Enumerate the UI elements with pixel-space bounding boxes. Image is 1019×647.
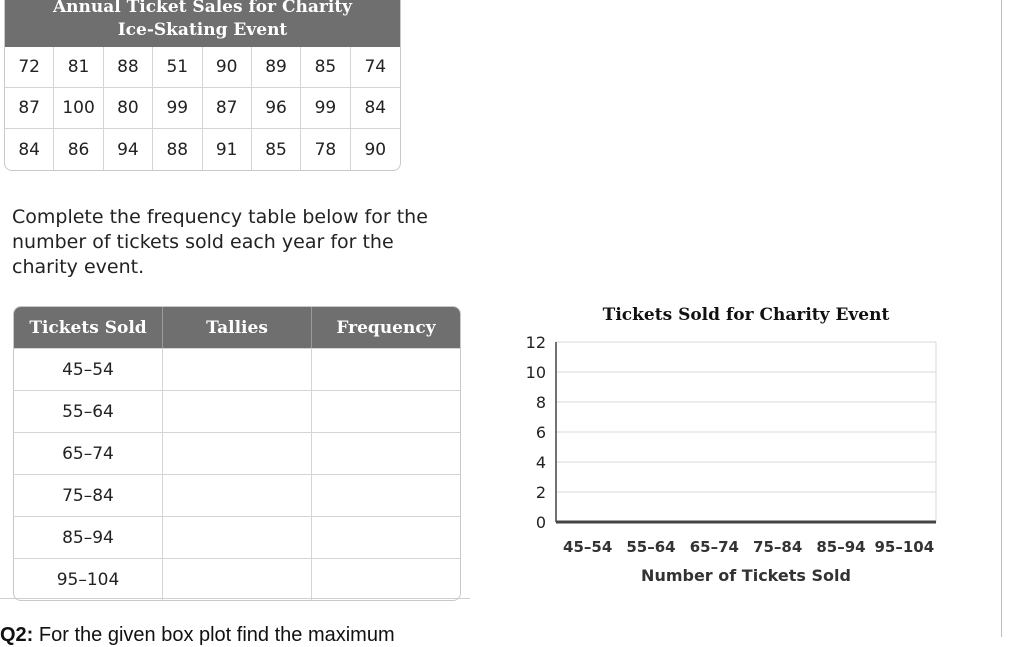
- range-cell: 65–74: [14, 433, 163, 474]
- data-cell: 51: [153, 47, 202, 88]
- frequency-table-header: [14, 307, 460, 348]
- y-tick-label: 8: [535, 393, 546, 412]
- chart-x-axis-label: Number of Tickets Sold: [641, 566, 851, 585]
- ticket-sales-grid: [5, 47, 400, 170]
- frequency-cell[interactable]: [312, 559, 460, 600]
- frequency-row: [14, 432, 460, 474]
- x-tick-label: 45–54: [563, 538, 613, 556]
- ticket-sales-table: [4, 0, 401, 171]
- instructions-text: Complete the frequency table below for the number of tickets sold each year for the charity event.: [12, 206, 428, 278]
- frequency-cell[interactable]: [312, 433, 460, 474]
- tallies-cell[interactable]: [163, 391, 312, 432]
- tallies-cell[interactable]: [163, 559, 312, 600]
- question-text: [0, 624, 395, 647]
- data-cell: 74: [351, 47, 400, 88]
- y-tick-label: 12: [525, 333, 546, 352]
- frequency-cell[interactable]: [312, 349, 460, 390]
- header-tickets-sold: Tickets Sold: [14, 307, 163, 348]
- y-tick-label: 6: [535, 423, 546, 442]
- data-cell: 85: [252, 129, 301, 170]
- range-cell: 45–54: [14, 349, 163, 390]
- x-tick-label: 85–94: [816, 538, 866, 556]
- data-cell: 86: [54, 129, 103, 170]
- table-title-line1: Annual Ticket Sales for Charity: [52, 0, 353, 17]
- data-cell: 88: [153, 129, 202, 170]
- data-cell: 81: [54, 47, 103, 88]
- data-cell: 96: [252, 88, 301, 129]
- section-divider: [0, 598, 470, 599]
- frequency-row: [14, 558, 460, 600]
- data-cell: 80: [104, 88, 153, 129]
- data-cell: 90: [203, 47, 252, 88]
- frequency-row: [14, 390, 460, 432]
- page-right-border: [1001, 0, 1002, 637]
- data-cell: 84: [5, 129, 54, 170]
- data-cell: 85: [301, 47, 350, 88]
- data-cell: 88: [104, 47, 153, 88]
- question-body: For the given box plot find the maximum: [38, 624, 395, 646]
- tallies-cell[interactable]: [163, 517, 312, 558]
- frequency-row: [14, 516, 460, 558]
- x-tick-label: 95–104: [874, 538, 935, 556]
- tallies-cell[interactable]: [163, 433, 312, 474]
- y-tick-label: 4: [535, 453, 546, 472]
- table-title-line2: Ice-Skating Event: [117, 20, 288, 40]
- chart-title: Tickets Sold for Charity Event: [602, 305, 890, 325]
- data-cell: 94: [104, 129, 153, 170]
- data-cell: 100: [54, 88, 103, 129]
- data-cell: 84: [351, 88, 400, 129]
- frequency-cell[interactable]: [312, 517, 460, 558]
- range-cell: 85–94: [14, 517, 163, 558]
- range-cell: 95–104: [14, 559, 163, 600]
- data-cell: 72: [5, 47, 54, 88]
- ticket-sales-table-title: [5, 0, 400, 47]
- bar-chart: [510, 326, 950, 558]
- x-tick-label: 75–84: [753, 538, 803, 556]
- range-cell: 55–64: [14, 391, 163, 432]
- x-tick-label: 65–74: [689, 538, 739, 556]
- data-cell: 89: [252, 47, 301, 88]
- data-cell: 91: [203, 129, 252, 170]
- data-cell: 99: [153, 88, 202, 129]
- frequency-row: [14, 474, 460, 516]
- tallies-cell[interactable]: [163, 349, 312, 390]
- y-tick-label: 0: [535, 513, 546, 532]
- header-tallies: Tallies: [163, 307, 312, 348]
- x-tick-label: 55–64: [626, 538, 676, 556]
- y-tick-label: 2: [535, 483, 546, 502]
- frequency-cell[interactable]: [312, 391, 460, 432]
- header-frequency: Frequency: [336, 317, 436, 338]
- frequency-row: [14, 348, 460, 390]
- frequency-table: [13, 306, 461, 601]
- frequency-cell[interactable]: [312, 475, 460, 516]
- question-label: Q2:: [0, 624, 34, 646]
- data-cell: 90: [364, 139, 387, 160]
- data-cell: 99: [301, 88, 350, 129]
- range-cell: 75–84: [14, 475, 163, 516]
- data-cell: 78: [301, 129, 350, 170]
- data-cell: 87: [203, 88, 252, 129]
- tallies-cell[interactable]: [163, 475, 312, 516]
- y-tick-label: 10: [525, 363, 546, 382]
- data-cell: 87: [5, 88, 54, 129]
